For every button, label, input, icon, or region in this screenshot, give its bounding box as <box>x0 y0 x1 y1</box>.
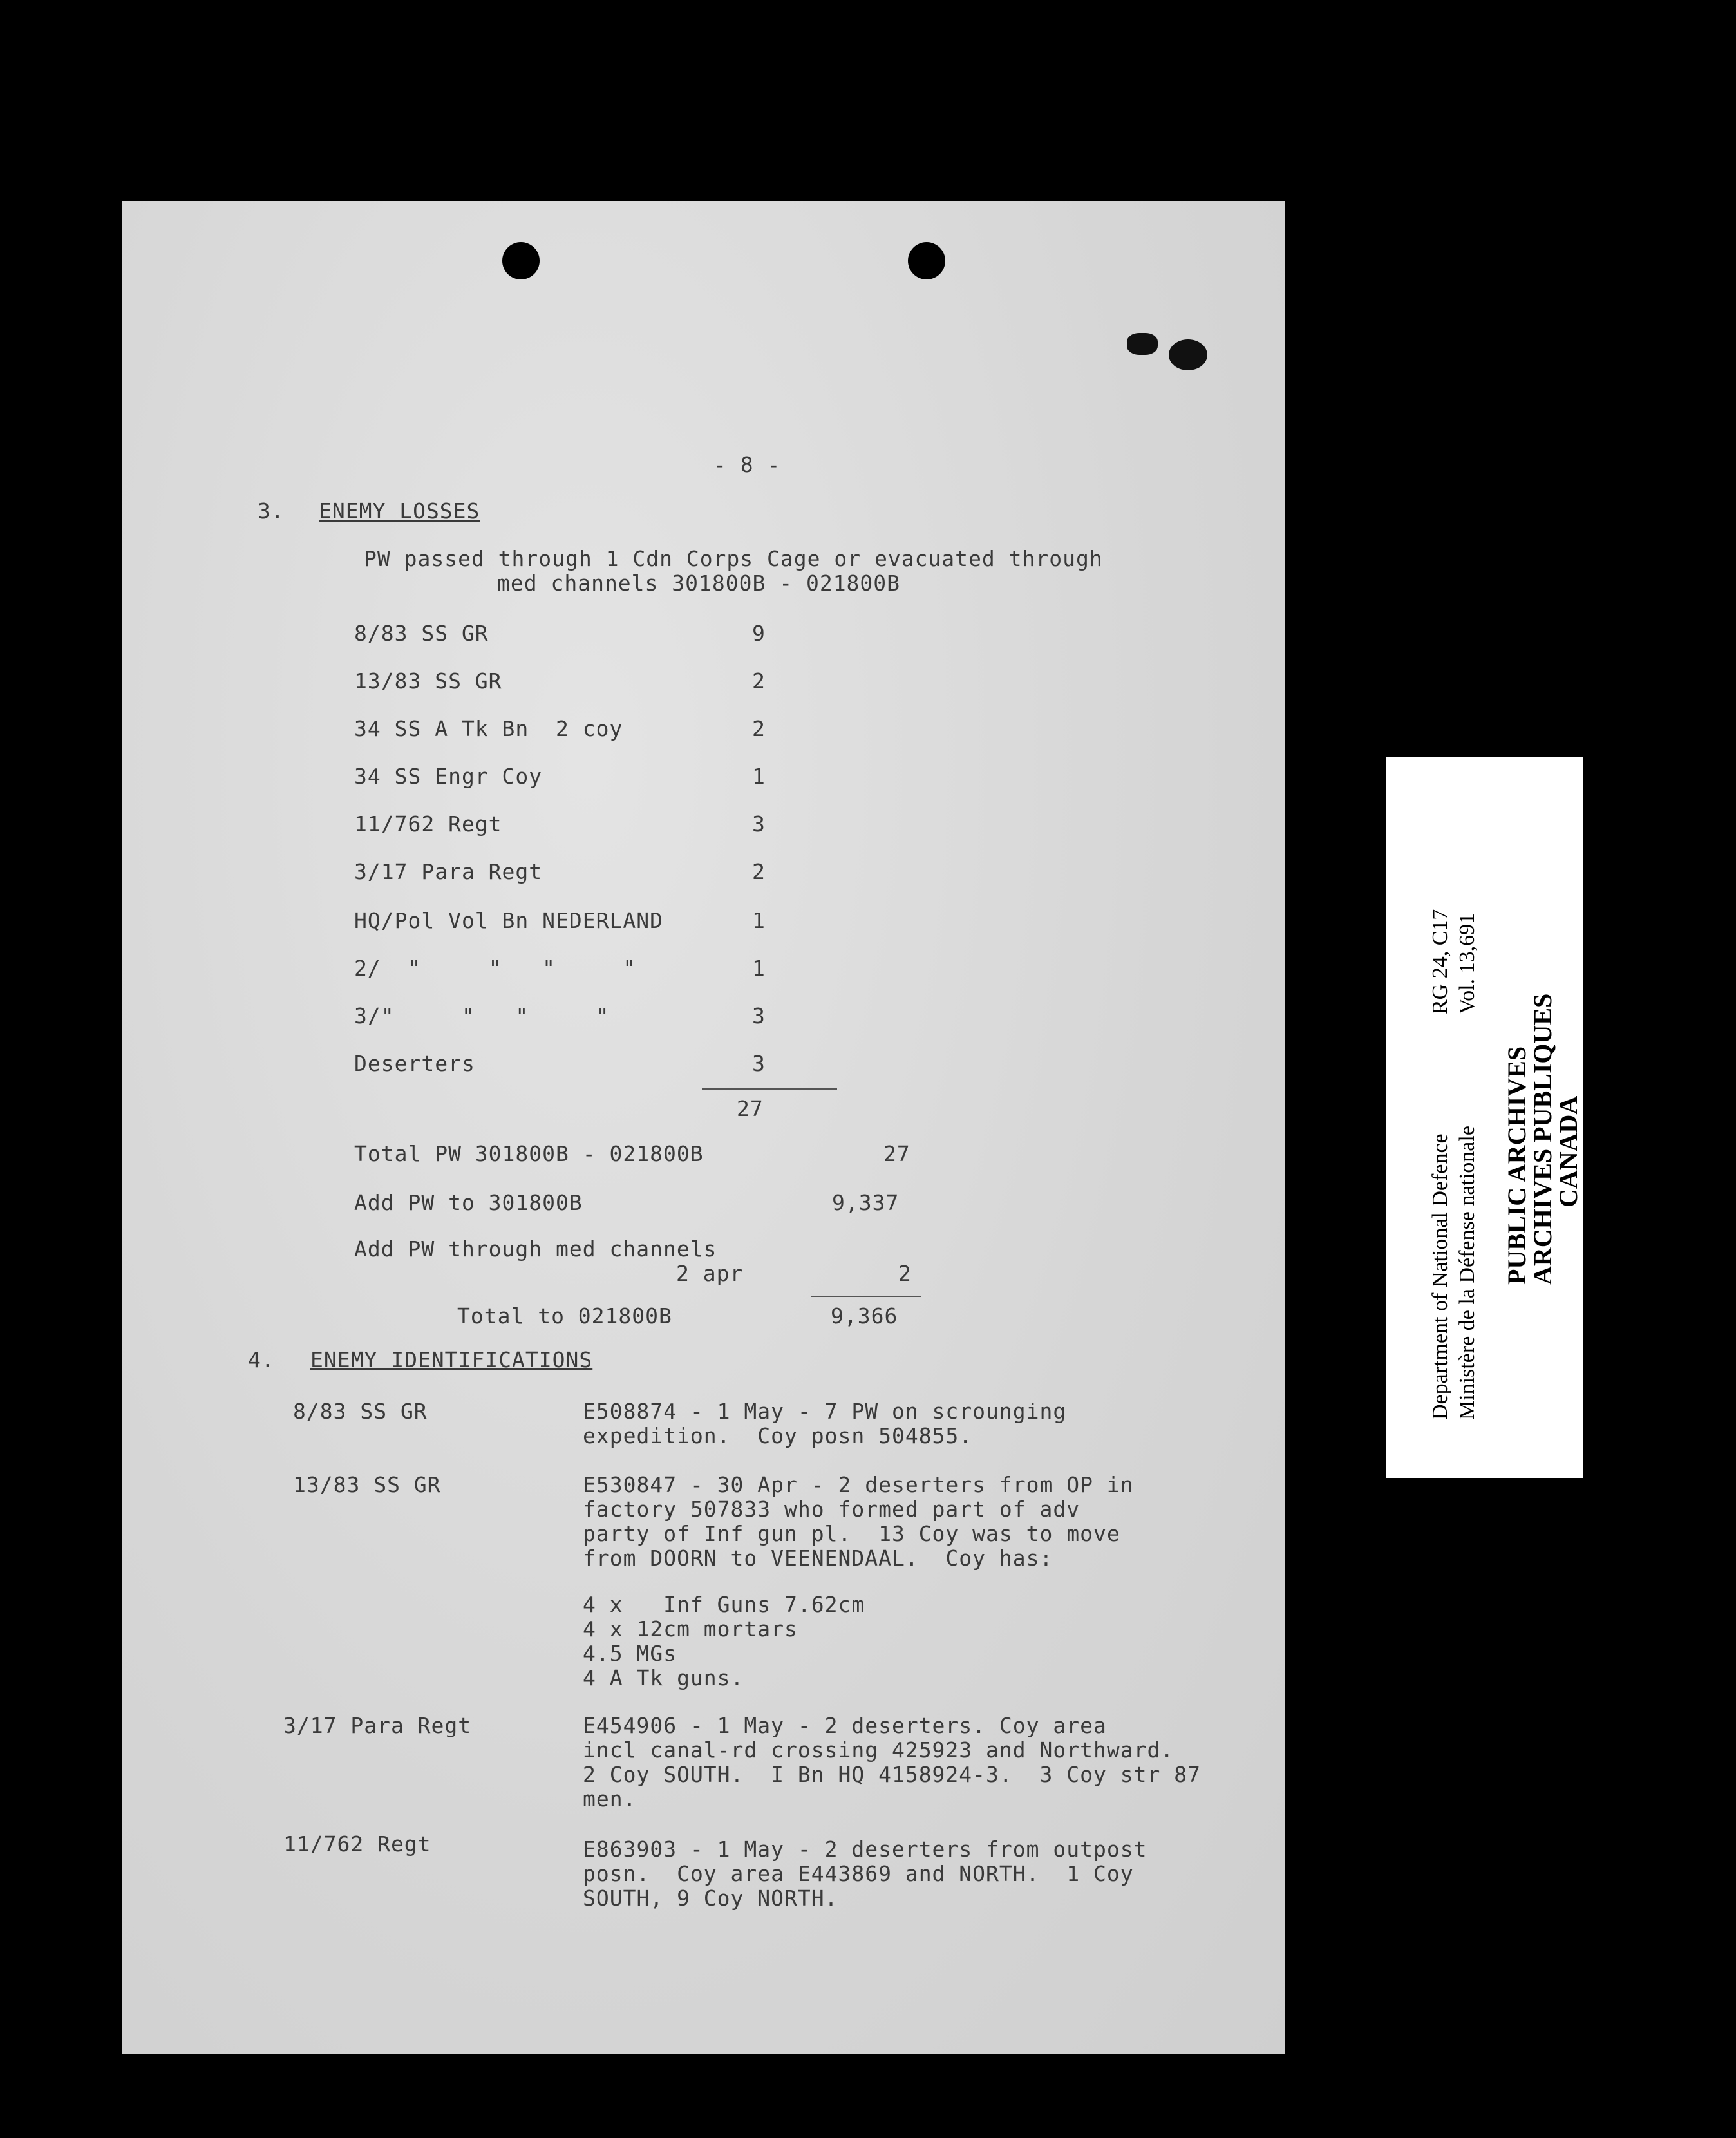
archive-brand-country: CANADA <box>1554 1095 1583 1207</box>
id-line: E863903 - 1 May - 2 deserters from outpost <box>583 1837 1147 1862</box>
total-value: 2 <box>898 1261 912 1286</box>
id-line: expedition. Coy posn 504855. <box>583 1423 973 1448</box>
punch-hole-right <box>908 242 945 279</box>
loss-unit: 2/ " " " " <box>354 956 637 981</box>
loss-unit: 3/17 Para Regt <box>354 859 543 884</box>
id-unit: 8/83 SS GR <box>293 1399 428 1424</box>
total-rule <box>811 1296 921 1297</box>
id-line: 4 x Inf Guns 7.62cm <box>583 1592 865 1617</box>
section3-intro-line1: PW passed through 1 Cdn Corps Cage or evacuated through <box>364 546 1103 571</box>
loss-count: 3 <box>752 1003 766 1028</box>
total-label: Total PW 301800B - 021800B <box>354 1141 704 1166</box>
loss-count: 2 <box>752 668 766 694</box>
loss-count: 1 <box>752 956 766 981</box>
total-value: 27 <box>883 1141 910 1166</box>
id-line: men. <box>583 1786 637 1812</box>
id-line: 2 Coy SOUTH. I Bn HQ 4158924-3. 3 Coy str 87 <box>583 1762 1201 1787</box>
punch-hole-left <box>502 242 540 279</box>
section3-heading: ENEMY LOSSES <box>319 498 480 524</box>
id-line: E508874 - 1 May - 7 PW on scrounging <box>583 1399 1067 1424</box>
loss-count: 2 <box>752 716 766 741</box>
archive-dept-en: Department of National Defence <box>1428 1133 1452 1420</box>
subtotal-rule <box>702 1088 837 1090</box>
id-line: 4 A Tk guns. <box>583 1665 744 1690</box>
loss-unit: Deserters <box>354 1051 475 1076</box>
loss-unit: 13/83 SS GR <box>354 668 502 694</box>
total-value: 9,337 <box>832 1190 900 1215</box>
loss-count: 1 <box>752 764 766 789</box>
loss-unit: HQ/Pol Vol Bn NEDERLAND <box>354 908 663 933</box>
archive-ref-rg: RG 24, C17 <box>1428 909 1452 1014</box>
id-unit: 13/83 SS GR <box>293 1472 441 1497</box>
id-line: factory 507833 who formed part of adv <box>583 1497 1080 1522</box>
subtotal: 27 <box>737 1096 764 1121</box>
section4-number: 4. <box>248 1347 275 1372</box>
loss-unit: 8/83 SS GR <box>354 621 489 646</box>
loss-count: 1 <box>752 908 766 933</box>
loss-unit: 3/" " " " <box>354 1003 610 1028</box>
id-line: 4 x 12cm mortars <box>583 1616 798 1641</box>
section4-heading: ENEMY IDENTIFICATIONS <box>310 1347 593 1372</box>
id-line: E530847 - 30 Apr - 2 deserters from OP in <box>583 1472 1134 1497</box>
id-line: party of Inf gun pl. 13 Coy was to move <box>583 1521 1120 1546</box>
loss-count: 3 <box>752 811 766 837</box>
section3-intro-line2: med channels 301800B - 021800B <box>497 571 901 596</box>
id-unit: 3/17 Para Regt <box>283 1713 472 1738</box>
archive-ref-vol: Vol. 13,691 <box>1455 913 1479 1014</box>
ink-stain-small <box>1127 333 1158 355</box>
total-label: 2 apr <box>676 1261 744 1286</box>
loss-unit: 34 SS Engr Coy <box>354 764 543 789</box>
id-line: SOUTH, 9 Coy NORTH. <box>583 1886 838 1911</box>
section3-number: 3. <box>258 498 285 524</box>
total-value: 9,366 <box>831 1303 898 1329</box>
archive-brand-fr: ARCHIVES PUBLIQUES <box>1528 993 1557 1285</box>
loss-count: 2 <box>752 859 766 884</box>
total-label: Add PW to 301800B <box>354 1190 583 1215</box>
document-page <box>122 201 1285 2054</box>
archive-dept-fr: Ministère de la Défense nationale <box>1455 1126 1479 1420</box>
loss-count: 3 <box>752 1051 766 1076</box>
id-line: incl canal-rd crossing 425923 and Northward. <box>583 1737 1175 1763</box>
id-line: 4.5 MGs <box>583 1641 677 1666</box>
archive-brand-en: PUBLIC ARCHIVES <box>1502 1046 1531 1285</box>
id-line: posn. Coy area E443869 and NORTH. 1 Coy <box>583 1861 1134 1886</box>
archive-reference-tag <box>1386 757 1583 1478</box>
loss-unit: 11/762 Regt <box>354 811 502 837</box>
total-label: Add PW through med channels <box>354 1236 717 1262</box>
loss-unit: 34 SS A Tk Bn 2 coy <box>354 716 623 741</box>
ink-stain <box>1169 339 1207 370</box>
id-line: E454906 - 1 May - 2 deserters. Coy area <box>583 1713 1107 1738</box>
total-label: Total to 021800B <box>457 1303 672 1329</box>
page-number: - 8 - <box>713 452 781 477</box>
id-line: from DOORN to VEENENDAAL. Coy has: <box>583 1546 1053 1571</box>
loss-count: 9 <box>752 621 766 646</box>
id-unit: 11/762 Regt <box>283 1831 431 1857</box>
